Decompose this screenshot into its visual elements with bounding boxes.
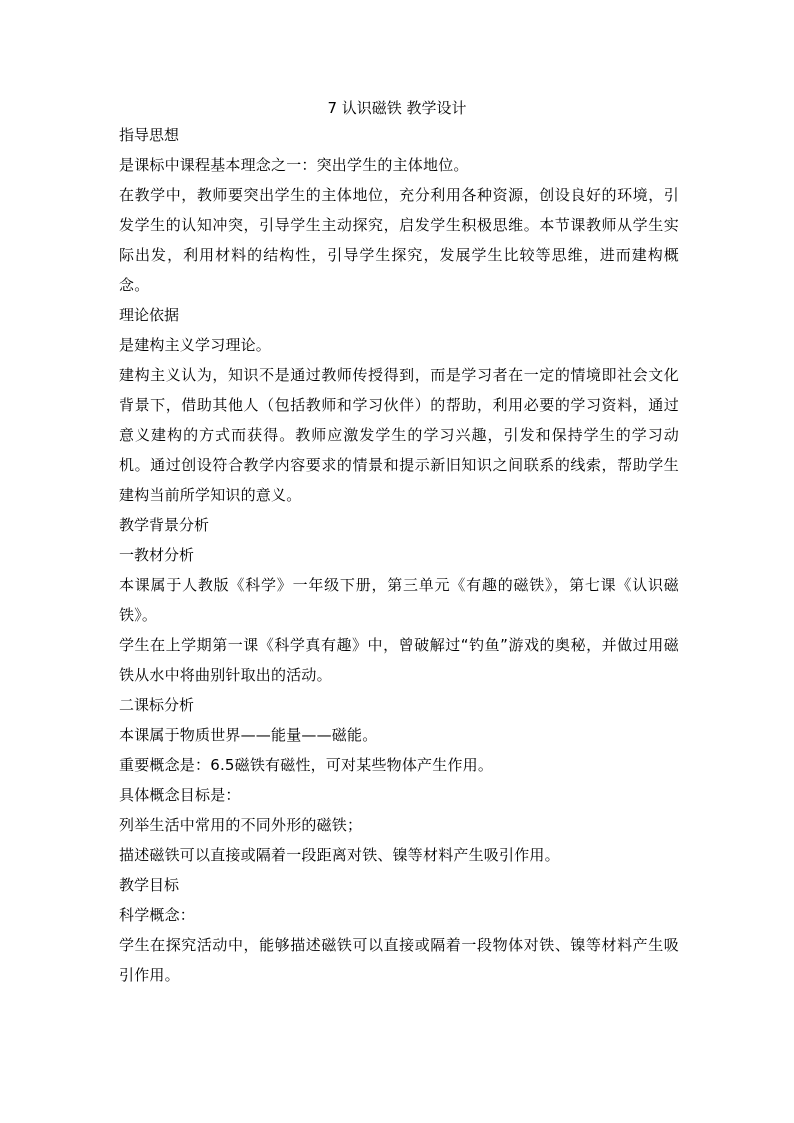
paragraph: 具体概念目标是： — [119, 786, 241, 804]
paragraph: 科学概念： — [119, 906, 196, 924]
paragraph: 是课标中课程基本理念之一：突出学生的主体地位。 — [119, 156, 469, 174]
section-heading-theoretical-basis: 理论依据 — [119, 306, 180, 324]
paragraph: 学生在探究活动中，能够描述磁铁可以直接或隔着一段物体对铁、镍等材料产生吸引作用。 — [119, 936, 679, 984]
paragraph: 在教学中，教师要突出学生的主体地位，充分利用各种资源，创设良好的环境，引发学生的认知冲突，引导学生主动探究，启发学生积极思维。本节课教师从学生实际出发，利用材料的结构性，引导学生探究，发展学生比较等思维，进而建构概念。 — [119, 186, 679, 294]
paragraph: 学生在上学期第一课《科学真有趣》中，曾破解过“钓鱼”游戏的奥秘，并做过用磁铁从水中将曲别针取出的活动。 — [119, 636, 679, 684]
subsection-heading-curriculum-analysis: 二课标分析 — [119, 696, 195, 714]
paragraph: 是建构主义学习理论。 — [119, 336, 272, 354]
section-heading-teaching-background: 教学背景分析 — [119, 516, 210, 534]
paragraph: 建构主义认为，知识不是通过教师传授得到，而是学习者在一定的情境即社会文化背景下，借助其他人（包括教师和学习伙伴）的帮助，利用必要的学习资料，通过意义建构的方式而获得。教师应激发学生的学习兴趣，引发和保持学生的学习动机。通过创设符合教学内容要求的情景和提示新旧知识之间联系的线索，帮助学生建构当前所学知识的意义。 — [119, 366, 679, 504]
paragraph: 列举生活中常用的不同外形的磁铁； — [119, 816, 363, 834]
paragraph: 描述磁铁可以直接或隔着一段距离对铁、镍等材料产生吸引作用。 — [119, 846, 560, 864]
section-heading-guiding-ideology: 指导思想 — [119, 126, 180, 144]
paragraph: 重要概念是：6.5磁铁有磁性，可对某些物体产生作用。 — [119, 756, 494, 774]
subsection-heading-textbook-analysis: 一教材分析 — [119, 546, 195, 564]
section-heading-teaching-goals: 教学目标 — [119, 876, 180, 894]
paragraph: 本课属于物质世界——能量——磁能。 — [119, 726, 378, 744]
document-title: 7 认识磁铁 教学设计 — [327, 99, 467, 117]
document-body — [119, 120, 679, 990]
paragraph: 本课属于人教版《科学》一年级下册，第三单元《有趣的磁铁》，第七课《认识磁铁》。 — [119, 576, 679, 624]
